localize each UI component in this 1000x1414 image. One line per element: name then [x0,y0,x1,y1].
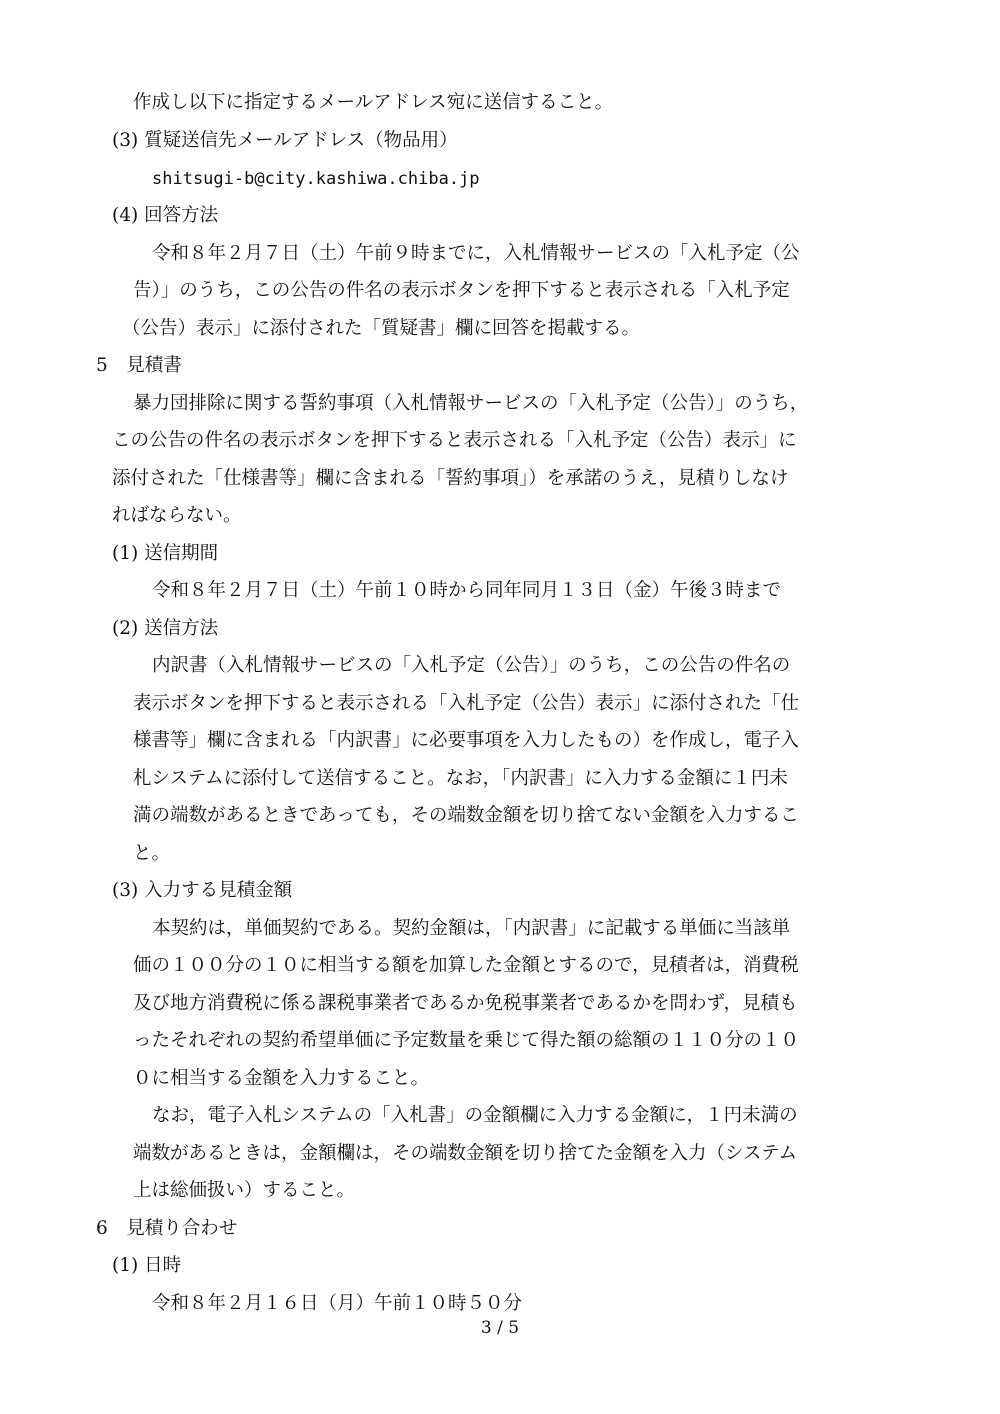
text-line: この公告の件名の表示ボタンを押下すると表示される「入札予定（公告）表示」に [112,430,797,451]
text-line: 価の１００分の１０に相当する額を加算した金額とするので，見積者は，消費税 [133,955,799,976]
subheading-3-amount: (3) 入力する見積金額 [112,880,293,901]
text-line: 及び地方消費税に係る課税事業者であるか免税事業者であるかを問わず，見積も [133,993,798,1014]
text-line: 内訳書（入札情報サービスの「入札予定（公告）」のうち，この公告の件名の [152,655,791,676]
subheading-3-inquiry-email: (3) 質疑送信先メールアドレス（物品用） [112,130,458,151]
text-line: 令和８年２月７日（土）午前１０時から同年同月１３日（金）午後３時まで [152,580,782,601]
text-line: ０に相当する金額を入力すること。 [133,1068,430,1089]
text-line: と。 [133,843,171,864]
subheading-4-answer-method: (4) 回答方法 [112,205,219,226]
section-5-heading: 5 見積書 [96,355,182,376]
text-line: 上は総価扱い）すること。 [133,1180,356,1201]
text-line: 表示ボタンを押下すると表示される「入札予定（公告）表示」に添付された「仕 [133,693,800,714]
page-number: 3 / 5 [480,1318,520,1338]
text-line: 札システムに添付して送信すること。なお，「内訳書」に入力する金額に１円未 [133,768,788,789]
text-line: 添付された「仕様書等」欄に含まれる「誓約事項」）を承諾のうえ，見積りしなけ [112,468,789,489]
text-line: なお，電子入札システムの「入札書」の金額欄に入力する金額に，１円未満の [152,1105,798,1126]
subheading-2-method: (2) 送信方法 [112,618,219,639]
text-line: 作成し以下に指定するメールアドレス宛に送信すること。 [133,92,614,113]
text-line: ったそれぞれの契約希望単価に予定数量を乗じて得た額の総額の１１０分の１０ [133,1030,800,1051]
text-line: 本契約は，単価契約である。契約金額は，「内訳書」に記載する単価に当該単 [152,918,791,939]
text-line: （公告）表示」に添付された「質疑書」欄に回答を掲載する。 [122,318,641,339]
subheading-1-period: (1) 送信期間 [112,543,219,564]
text-line: 令和８年２月７日（土）午前９時までに，入札情報サービスの「入札予定（公 [152,243,800,264]
text-line: 告）」のうち，この公告の件名の表示ボタンを押下すると表示される「入札予定 [133,280,790,301]
text-line: 令和８年２月１６日（月）午前１０時５０分 [152,1293,523,1314]
email-address: shitsugi-b@city.kashiwa.chiba.jp [152,169,480,189]
text-line: ればならない。 [112,505,242,526]
section-6-heading: 6 見積り合わせ [96,1218,238,1239]
text-line: 満の端数があるときであっても，その端数金額を切り捨てない金額を入力するこ [133,805,799,826]
text-line: 様書等」欄に含まれる「内訳書」に必要事項を入力したもの）を作成し，電子入 [133,730,800,751]
subheading-1-datetime: (1) 日時 [112,1255,182,1276]
text-line: 端数があるときは，金額欄は，その端数金額を切り捨てた金額を入力（システム [133,1143,798,1164]
text-line: 暴力団排除に関する誓約事項（入札情報サービスの「入札予定（公告）」のうち， [133,393,809,414]
